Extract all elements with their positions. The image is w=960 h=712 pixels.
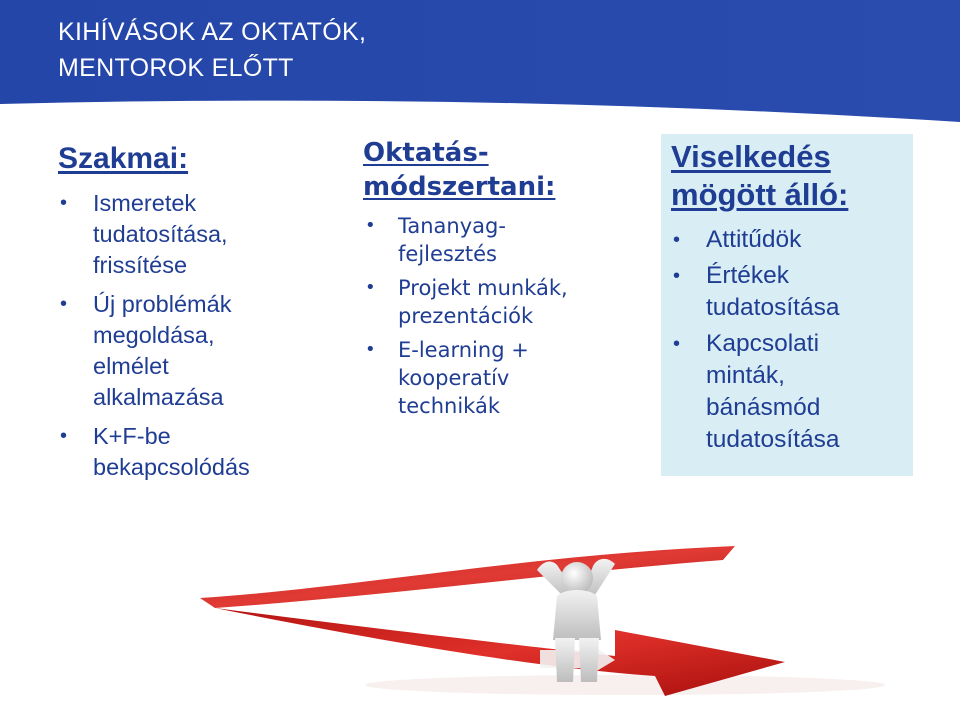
list-item bbox=[671, 260, 911, 324]
item-line: Kapcsolati bbox=[706, 330, 820, 357]
column-title-line-1: Viselkedés bbox=[671, 139, 831, 174]
item-line: E-learning + bbox=[398, 338, 529, 362]
item-line: Új problémák bbox=[93, 291, 232, 317]
list-item bbox=[58, 421, 318, 483]
list-item bbox=[363, 274, 633, 330]
bullet-icon: • bbox=[365, 215, 376, 236]
bullet-icon: • bbox=[673, 333, 681, 355]
list-item bbox=[58, 188, 318, 281]
item-line: elmélet bbox=[93, 353, 169, 379]
arrow-sheet bbox=[200, 546, 735, 608]
arrow-highlight bbox=[540, 640, 615, 678]
list-item bbox=[363, 336, 633, 420]
column-title bbox=[363, 136, 633, 204]
item-line: tudatosítása bbox=[706, 294, 840, 321]
item-line: fejlesztés bbox=[398, 242, 497, 266]
list-item bbox=[58, 289, 318, 413]
slide-title-line-1: KIHÍVÁSOK AZ OKTATÓK, bbox=[58, 18, 367, 46]
item-line: technikák bbox=[398, 394, 500, 418]
list-item bbox=[671, 328, 911, 456]
bullet-icon: • bbox=[365, 277, 376, 298]
list-item bbox=[671, 224, 911, 256]
slide-title-line-2: MENTOROK ELŐTT bbox=[58, 54, 294, 82]
item-line: K+F-be bbox=[93, 423, 171, 449]
column-title-line-2: módszertani: bbox=[363, 172, 556, 202]
slide-title bbox=[58, 14, 366, 86]
bullet-icon: • bbox=[673, 229, 681, 251]
item-line: bekapcsolódás bbox=[93, 454, 250, 480]
bullet-icon: • bbox=[60, 425, 68, 447]
bullet-icon: • bbox=[673, 265, 681, 287]
item-line: Projekt munkák, bbox=[398, 276, 568, 300]
item-line: Értékek bbox=[706, 262, 790, 289]
item-line: prezentációk bbox=[398, 304, 534, 328]
column-title: Szakmai: bbox=[58, 142, 189, 175]
item-line: alkalmazása bbox=[93, 384, 224, 410]
column-title-line-2: mögött álló: bbox=[671, 177, 849, 212]
item-line: Ismeretek bbox=[93, 190, 197, 216]
bullet-icon: • bbox=[60, 192, 68, 214]
slide-header bbox=[0, 0, 960, 132]
figure-lifting-arrow-icon bbox=[145, 500, 905, 700]
list-item bbox=[363, 212, 633, 268]
column-viselkedes bbox=[671, 138, 911, 460]
bullet-icon: • bbox=[365, 339, 376, 360]
item-line: tudatosítása bbox=[706, 426, 840, 453]
column-title bbox=[671, 138, 911, 214]
item-line: bánásmód bbox=[706, 394, 821, 421]
item-line: Attitűdök bbox=[706, 226, 802, 253]
column-oktatasmodszertani bbox=[363, 136, 633, 426]
column-title-line-1: Oktatás- bbox=[363, 138, 489, 168]
bullet-icon: • bbox=[60, 293, 68, 315]
item-line: kooperatív bbox=[398, 366, 510, 390]
bullet-list bbox=[363, 212, 633, 420]
floor-shadow bbox=[365, 675, 885, 695]
bullet-list bbox=[58, 188, 318, 483]
item-line: frissítése bbox=[93, 252, 188, 278]
column-szakmai bbox=[58, 140, 318, 491]
item-line: minták, bbox=[706, 362, 785, 389]
item-line: tudatosítása, bbox=[93, 221, 228, 247]
bullet-list bbox=[671, 224, 911, 456]
item-line: Tananyag- bbox=[398, 214, 506, 238]
item-line: megoldása, bbox=[93, 322, 215, 348]
